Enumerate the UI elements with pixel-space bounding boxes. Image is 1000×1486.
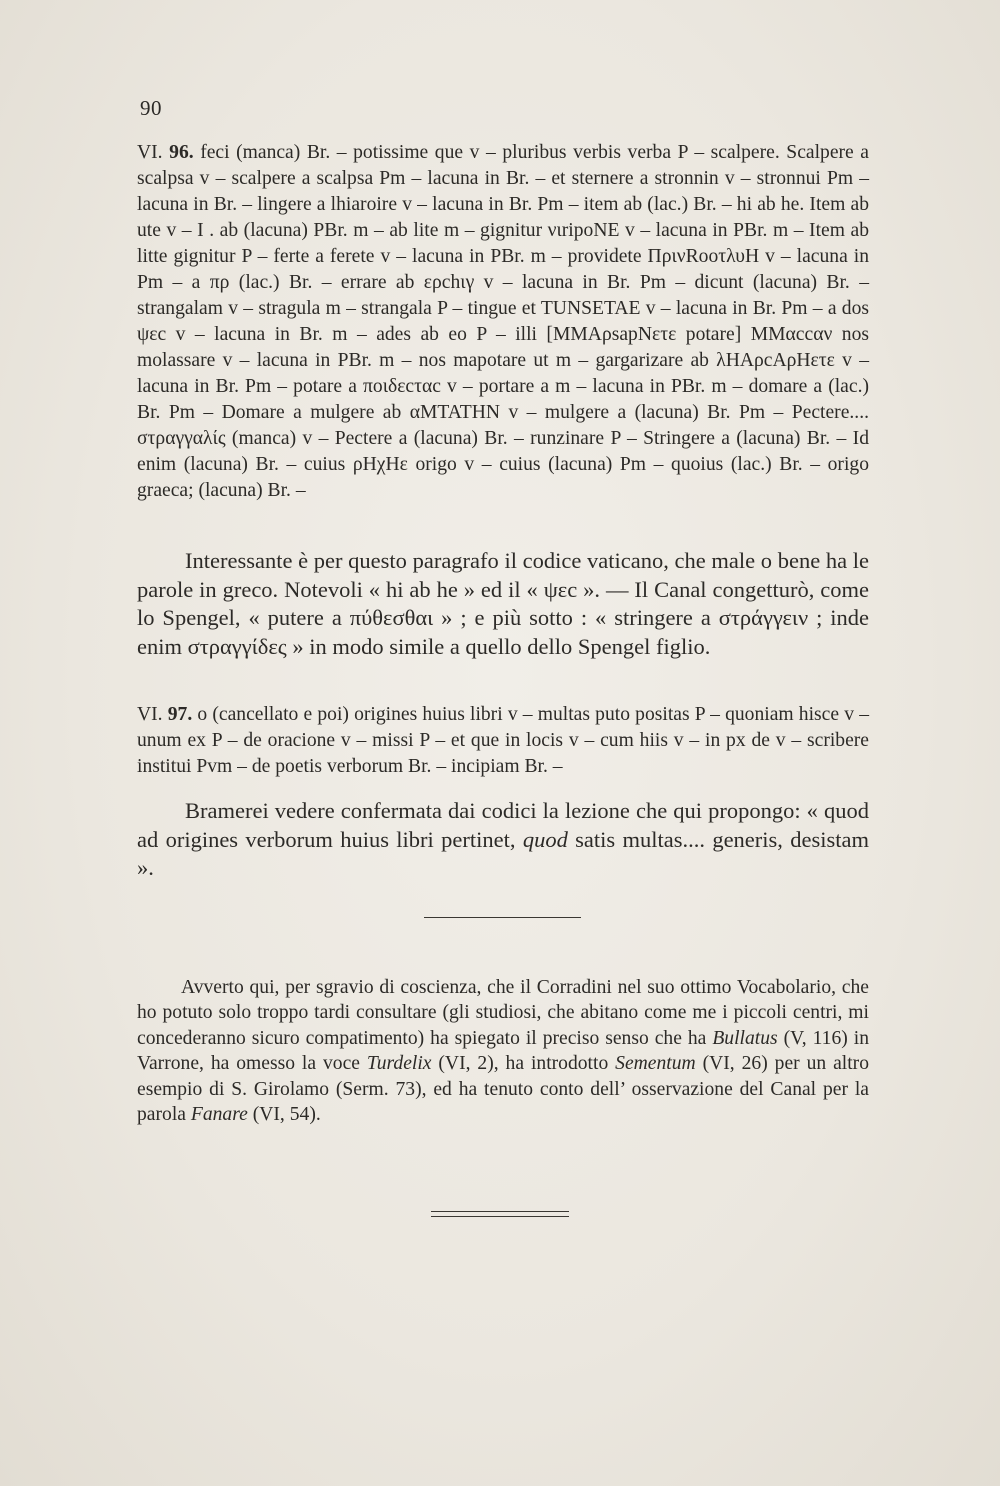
footnote-part-3: (VI, 2), ha introdotto bbox=[431, 1053, 616, 1075]
section-96-number: 96. bbox=[169, 142, 194, 163]
section-97-commentary bbox=[137, 797, 869, 883]
commentary-97-italic: quod bbox=[522, 826, 568, 852]
footnote-part-2: (V, 116) in Varrone, ha omesso la voce bbox=[137, 1027, 869, 1075]
footnote-term-bullatus: Bullatus bbox=[712, 1027, 778, 1049]
section-96-text: feci (manca) Br. – potissime que v – pluribus verbis verba P – scalpere. Scalpere a scalpsa v – scalpere a scalpsa Pm – lacuna in Br. – et sternere a stronnin v – stronnui Pm – lacuna in Br. – lingere a lhiaroire v – lacuna in Br. Pm – item ab (lac.) Br. – hi ab he. Item ab ute v – I . ab (lacuna) PBr. m – ab lite m – gignitur νιripoNE v – lacuna in PBr. m – Item ab litte gignitur P – ferte a ferete v – lacuna in PBr. m – providete ΠρινRooτλυH v – lacuna in Pm – a πρ (lac.) Br. – errare ab ερchιγ v – lacuna in Br. Pm – dicunt (lacuna) Br. – strangalam v – stragula m – strangala P – tingue et TUNSETAE v – lacuna in Br. Pm – a dos ψεc v – lacuna in Br. m – ades ab eo P – illi [MMAρsapNετε potare] MMαccαν nos molassare v – lacuna in PBr. m – nos mapotare ut m – gargarizare ab λHAρcAρHετε v – lacuna in Br. Pm – potare a ποιδεcταc v – portare a m – lacuna in PBr. m – domare a (lac.) Br. Pm – Domare a mulgere ab αMTATHN v – mulgere a (lacuna) Br. Pm – Pectere.... στραγγαλίς (manca) v – Pectere a (lacuna) Br. – runzinare P – Stringere a (lacuna) Br. – Id enim (lacuna) Br. – cuius ρHχHε origo v – cuius (lacuna) Pm – quoius (lac.) Br. – origo graeca; (lacuna) Br. – bbox=[137, 142, 869, 501]
footnote-part-1: Avverto qui, per sgravio di coscienza, che il Corradini nel suo ottimo Vocabolario, che ho potuto solo troppo tardi consultare (gli studiosi, che abitano come me i piccoli centri, mi concederanno sicuro compatimento) ha spiegato il preciso senso che ha bbox=[137, 977, 869, 1049]
section-divider bbox=[424, 917, 581, 918]
footnote bbox=[137, 975, 869, 1127]
footnote-part-4: (VI, 26) per un altro esempio di S. Girolamo (Serm. 73), ed ha tenuto conto dell’ osservazione del Canal per la parola bbox=[137, 1053, 869, 1126]
commentary-97-after: satis multas.... generis, desistam ». bbox=[137, 826, 869, 881]
section-97-number: 97. bbox=[167, 704, 193, 725]
section-96-commentary bbox=[137, 547, 869, 661]
section-97-apparatus bbox=[137, 702, 869, 780]
commentary-97-text bbox=[137, 797, 869, 883]
page-number: 90 bbox=[140, 96, 162, 120]
commentary-96-text: Interessante è per questo paragrafo il codice vaticano, che male o bene ha le parole in greco. Notevoli « hi ab he » ed il « ψεc ». — Il Canal congetturò, come lo Spengel, « putere a πύθεσθαι » ; e più sotto : « stringere a στράγγειν ; inde enim στραγγίδες » in modo simile a quello dello Spengel figlio. bbox=[137, 548, 869, 659]
section-96-paragraph bbox=[137, 140, 869, 504]
footnote-term-sementum: Sementum bbox=[615, 1053, 696, 1075]
commentary-97-before: Bramerei vedere confermata dai codici la lezione che qui propongo: « quod ad origines verborum huius libri pertinet, bbox=[137, 798, 869, 852]
footnote-term-turdelix: Turdelix bbox=[366, 1053, 432, 1075]
section-97-paragraph bbox=[137, 702, 869, 780]
section-96-apparatus bbox=[137, 140, 869, 504]
section-97-text: o (cancellato e poi) origines huius libri v – multas puto positas P – quoniam hisce v – unum ex P – de oracione v – missi P – et que in locis v – cum hiis v – in px de v – scribere institui Pvm – de poetis verborum Br. – incipiam Br. – bbox=[137, 704, 869, 777]
end-double-rule bbox=[431, 1211, 569, 1217]
footnote-term-fanare: Fanare bbox=[190, 1104, 248, 1126]
section-96-label: VI. bbox=[137, 142, 163, 163]
footnote-text bbox=[137, 975, 869, 1127]
section-97-label: VI. bbox=[137, 704, 163, 725]
footnote-part-5: (VI, 54). bbox=[247, 1104, 321, 1126]
